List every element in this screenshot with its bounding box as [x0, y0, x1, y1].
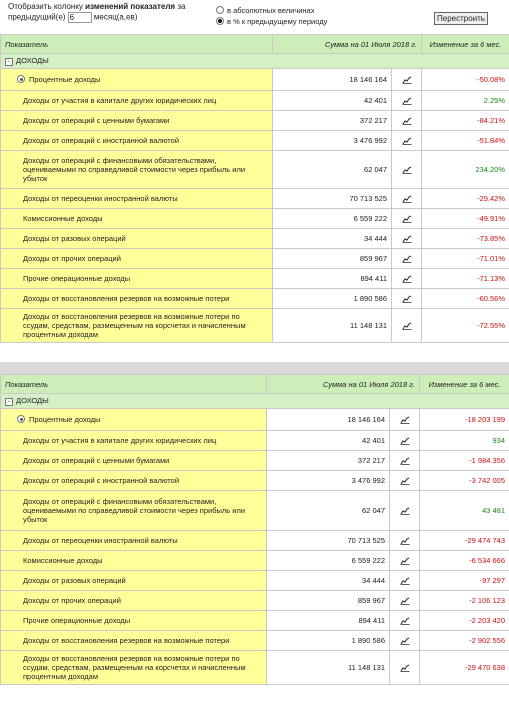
row-name-cell[interactable] [1, 269, 273, 289]
col-sum-header[interactable]: Сумма на 01 Июля 2018 г. [273, 35, 422, 54]
table-row[interactable] [1, 131, 509, 151]
row-name: Доходы от операций с иностранной валютой [23, 136, 180, 145]
row-name-cell[interactable] [1, 631, 267, 651]
row-chart-button[interactable] [390, 431, 420, 451]
row-name-cell[interactable] [1, 309, 273, 343]
row-change: -60.56% [422, 289, 509, 309]
row-name-cell[interactable] [1, 531, 267, 551]
row-chart-button[interactable] [392, 189, 422, 209]
minus-toggle-icon[interactable]: − [5, 398, 13, 406]
row-sum: 62 047 [273, 151, 392, 189]
row-name: Процентные доходы [29, 74, 101, 84]
table-row[interactable] [1, 431, 509, 451]
radio-bullet-icon[interactable] [17, 415, 25, 423]
table-row[interactable] [1, 409, 509, 431]
row-sum: 859 967 [267, 591, 390, 611]
col-indicator-header[interactable]: Показатель [1, 375, 267, 394]
row-chart-button[interactable] [392, 209, 422, 229]
row-change: -6 534 666 [420, 551, 509, 571]
row-name: Доходы от прочих операций [23, 254, 121, 263]
row-chart-button[interactable] [390, 611, 420, 631]
row-name: Доходы от операций с финансовыми обязательствами, оцениваемыми по справедливой стоимости через прибыль или убыток [23, 497, 246, 524]
row-change: -29.42% [422, 189, 509, 209]
row-name: Доходы от восстановления резервов на возможные потери по ссудам, средствам, размещенным на корсчетах и начисленным процентным доходам [23, 312, 246, 339]
row-sum: 6 559 222 [273, 209, 392, 229]
label-text-1: Отобразить колонку [8, 2, 86, 11]
row-chart-button[interactable] [392, 111, 422, 131]
col-change-header[interactable]: Изменение за 6 мес. [422, 35, 509, 54]
table-row[interactable] [1, 531, 509, 551]
row-change: -29 470 638 [420, 651, 509, 685]
row-name-cell[interactable] [1, 451, 267, 471]
months-suffix: месяц(а,ев) [93, 12, 138, 22]
label-text-bold: изменений показателя [85, 2, 176, 11]
row-name-cell[interactable] [1, 131, 273, 151]
row-sum: 6 559 222 [267, 551, 390, 571]
chart-line-icon[interactable] [400, 457, 410, 465]
row-sum: 18 146 164 [273, 69, 392, 91]
row-name: Доходы от переоценки иностранной валюты [23, 536, 178, 545]
row-name-cell[interactable] [1, 111, 273, 131]
col-sum-header[interactable]: Сумма на 01 Июля 2018 г. [267, 375, 420, 394]
chart-line-icon[interactable] [402, 76, 412, 84]
months-input[interactable]: 6 [68, 12, 92, 23]
indicators-table-percent [0, 34, 509, 343]
row-name-cell[interactable] [1, 551, 267, 571]
row-chart-button[interactable] [390, 409, 420, 431]
table-row[interactable] [1, 91, 509, 111]
chart-line-icon[interactable] [402, 166, 412, 174]
table-row[interactable] [1, 111, 509, 131]
row-name-cell[interactable] [1, 611, 267, 631]
row-change: -3 742 005 [420, 471, 509, 491]
row-name-cell[interactable] [1, 151, 273, 189]
row-sum: 894 411 [267, 611, 390, 631]
row-name-cell[interactable] [1, 471, 267, 491]
row-change: -29 474 743 [420, 531, 509, 551]
chart-line-icon[interactable] [402, 275, 412, 283]
chart-line-icon[interactable] [402, 255, 412, 263]
row-chart-button[interactable] [392, 151, 422, 189]
row-name-cell[interactable] [1, 591, 267, 611]
radio-absolute[interactable] [216, 6, 314, 15]
table-row[interactable] [1, 229, 509, 249]
chart-line-icon[interactable] [402, 97, 412, 105]
row-change: -84.21% [422, 111, 509, 131]
chart-line-icon[interactable] [400, 416, 410, 424]
chart-line-icon[interactable] [402, 117, 412, 125]
radio-percent[interactable] [216, 17, 327, 26]
table-row[interactable] [1, 249, 509, 269]
row-chart-button[interactable] [392, 309, 422, 343]
row-sum: 1 890 586 [273, 289, 392, 309]
table-row[interactable] [1, 69, 509, 91]
row-name-cell[interactable] [1, 289, 273, 309]
row-sum: 42 401 [273, 91, 392, 111]
row-name: Комиссионные доходы [23, 556, 103, 565]
chart-line-icon[interactable] [400, 437, 410, 445]
row-name-cell[interactable] [1, 189, 273, 209]
row-change: -71.13% [422, 269, 509, 289]
row-name-cell[interactable] [1, 651, 267, 685]
row-name: Доходы от восстановления резервов на возможные потери по ссудам, средствам, размещенным на корсчетах и начисленным процентным доходам [23, 654, 246, 681]
row-chart-button[interactable] [392, 69, 422, 91]
row-sum: 34 444 [273, 229, 392, 249]
row-change: 934 [420, 431, 509, 451]
group-label: ДОХОДЫ [16, 56, 49, 66]
row-name-cell[interactable] [1, 491, 267, 531]
table-row[interactable] [1, 151, 509, 189]
chart-line-icon[interactable] [400, 557, 410, 565]
group-row[interactable] [1, 54, 509, 69]
months-label [8, 2, 208, 23]
row-change: 2.25% [422, 91, 509, 111]
row-name: Прочие операционные доходы [23, 274, 131, 283]
table-row[interactable] [1, 209, 509, 229]
col-change-header[interactable]: Изменение за 6 мес. [420, 375, 509, 394]
table-row[interactable] [1, 471, 509, 491]
row-sum: 894 411 [273, 269, 392, 289]
row-change: -51.84% [422, 131, 509, 151]
row-name-cell[interactable] [1, 229, 273, 249]
row-chart-button[interactable] [390, 571, 420, 591]
row-change: -1 984 356 [420, 451, 509, 471]
row-name: Доходы от операций с ценными бумагами [23, 456, 170, 465]
label-text-2: за предыдущий(е) [8, 2, 186, 22]
row-name-cell[interactable] [1, 91, 273, 111]
chart-line-icon[interactable] [400, 477, 410, 485]
row-change: -2 902 556 [420, 631, 509, 651]
row-name-cell[interactable] [1, 209, 273, 229]
row-change: 234.20% [422, 151, 509, 189]
row-name: Доходы от восстановления резервов на возможные потери [23, 636, 230, 645]
row-sum: 34 444 [267, 571, 390, 591]
row-change: -73.85% [422, 229, 509, 249]
radio-absolute-label: в абсолютных величинах [227, 6, 315, 15]
row-sum: 372 217 [267, 451, 390, 471]
chart-line-icon[interactable] [400, 537, 410, 545]
chart-line-icon[interactable] [402, 322, 412, 330]
col-indicator-header[interactable]: Показатель [1, 35, 273, 54]
row-name-cell[interactable] [1, 249, 273, 269]
table-row[interactable] [1, 491, 509, 531]
row-name: Комиссионные доходы [23, 214, 103, 223]
table-row[interactable] [1, 269, 509, 289]
row-chart-button[interactable] [392, 91, 422, 111]
refresh-button[interactable]: Перестроить [434, 12, 488, 25]
row-name: Доходы от переоценки иностранной валюты [23, 194, 178, 203]
table-panel-absolute [0, 374, 509, 685]
row-sum: 3 476 992 [267, 471, 390, 491]
row-chart-button[interactable] [390, 651, 420, 685]
group-label: ДОХОДЫ [16, 396, 49, 406]
row-chart-button[interactable] [392, 131, 422, 151]
row-chart-button[interactable] [390, 531, 420, 551]
panel-separator [0, 362, 509, 374]
minus-toggle-icon[interactable]: − [5, 58, 13, 66]
table-row[interactable] [1, 631, 509, 651]
indicators-table-absolute [0, 374, 509, 685]
table-row[interactable] [1, 651, 509, 685]
chart-line-icon[interactable] [402, 195, 412, 203]
row-chart-button[interactable] [392, 269, 422, 289]
row-name-cell[interactable] [1, 69, 273, 91]
radio-absolute-icon[interactable] [216, 6, 224, 14]
table-row[interactable] [1, 571, 509, 591]
row-change: -72.55% [422, 309, 509, 343]
row-name-cell[interactable] [1, 409, 267, 431]
row-name: Доходы от операций с финансовыми обязательствами, оцениваемыми по справедливой стоимости через прибыль или убыток [23, 156, 246, 183]
row-sum: 42 401 [267, 431, 390, 451]
row-change: -18 203 199 [420, 409, 509, 431]
row-name: Процентные доходы [29, 414, 101, 424]
chart-line-icon[interactable] [400, 637, 410, 645]
row-chart-button[interactable] [390, 491, 420, 531]
chart-line-icon[interactable] [400, 507, 410, 515]
radio-bullet-icon[interactable] [17, 75, 25, 83]
row-change: -2 203 420 [420, 611, 509, 631]
row-chart-button[interactable] [392, 249, 422, 269]
row-name-cell[interactable] [1, 571, 267, 591]
row-name: Доходы от прочих операций [23, 596, 121, 605]
row-sum: 11 148 131 [273, 309, 392, 343]
table-row[interactable] [1, 309, 509, 343]
row-change: -50.08% [422, 69, 509, 91]
chart-line-icon[interactable] [400, 577, 410, 585]
row-sum: 1 890 586 [267, 631, 390, 651]
row-chart-button[interactable] [390, 631, 420, 651]
row-sum: 62 047 [267, 491, 390, 531]
row-chart-button[interactable] [390, 451, 420, 471]
chart-line-icon[interactable] [402, 137, 412, 145]
table-row[interactable] [1, 611, 509, 631]
row-change: -71.01% [422, 249, 509, 269]
chart-line-icon[interactable] [400, 664, 410, 672]
row-chart-button[interactable] [390, 471, 420, 491]
row-name: Доходы от разовых операций [23, 234, 126, 243]
row-name: Доходы от операций с ценными бумагами [23, 116, 170, 125]
row-name-cell[interactable] [1, 431, 267, 451]
table-panel-percent [0, 34, 509, 343]
row-sum: 859 967 [273, 249, 392, 269]
row-chart-button[interactable] [392, 229, 422, 249]
row-change: -2 106 123 [420, 591, 509, 611]
chart-line-icon[interactable] [400, 597, 410, 605]
row-sum: 3 476 992 [273, 131, 392, 151]
row-sum: 70 713 525 [273, 189, 392, 209]
row-name: Доходы от операций с иностранной валютой [23, 476, 180, 485]
row-sum: 11 148 131 [267, 651, 390, 685]
row-change: 43 481 [420, 491, 509, 531]
chart-line-icon[interactable] [402, 295, 412, 303]
radio-percent-label: в % к предыдущему периоду [227, 17, 328, 26]
radio-percent-icon[interactable] [216, 17, 224, 25]
chart-line-icon[interactable] [400, 617, 410, 625]
chart-line-icon[interactable] [402, 235, 412, 243]
table-row[interactable] [1, 591, 509, 611]
row-name: Доходы от участия в капитале других юридических лиц [23, 96, 217, 105]
table-row[interactable] [1, 451, 509, 471]
row-sum: 18 146 164 [267, 409, 390, 431]
row-name: Доходы от разовых операций [23, 576, 126, 585]
row-sum: 70 713 525 [267, 531, 390, 551]
table-row[interactable] [1, 551, 509, 571]
controls-bar [0, 0, 509, 34]
row-chart-button[interactable] [390, 551, 420, 571]
row-change: -49.91% [422, 209, 509, 229]
row-name: Доходы от восстановления резервов на возможные потери [23, 294, 230, 303]
table-row[interactable] [1, 189, 509, 209]
row-sum: 372 217 [273, 111, 392, 131]
row-name: Прочие операционные доходы [23, 616, 131, 625]
row-chart-button[interactable] [390, 591, 420, 611]
table-row[interactable] [1, 289, 509, 309]
row-change: -97 297 [420, 571, 509, 591]
chart-line-icon[interactable] [402, 215, 412, 223]
group-row[interactable] [1, 394, 509, 409]
row-name: Доходы от участия в капитале других юридических лиц [23, 436, 217, 445]
row-chart-button[interactable] [392, 289, 422, 309]
